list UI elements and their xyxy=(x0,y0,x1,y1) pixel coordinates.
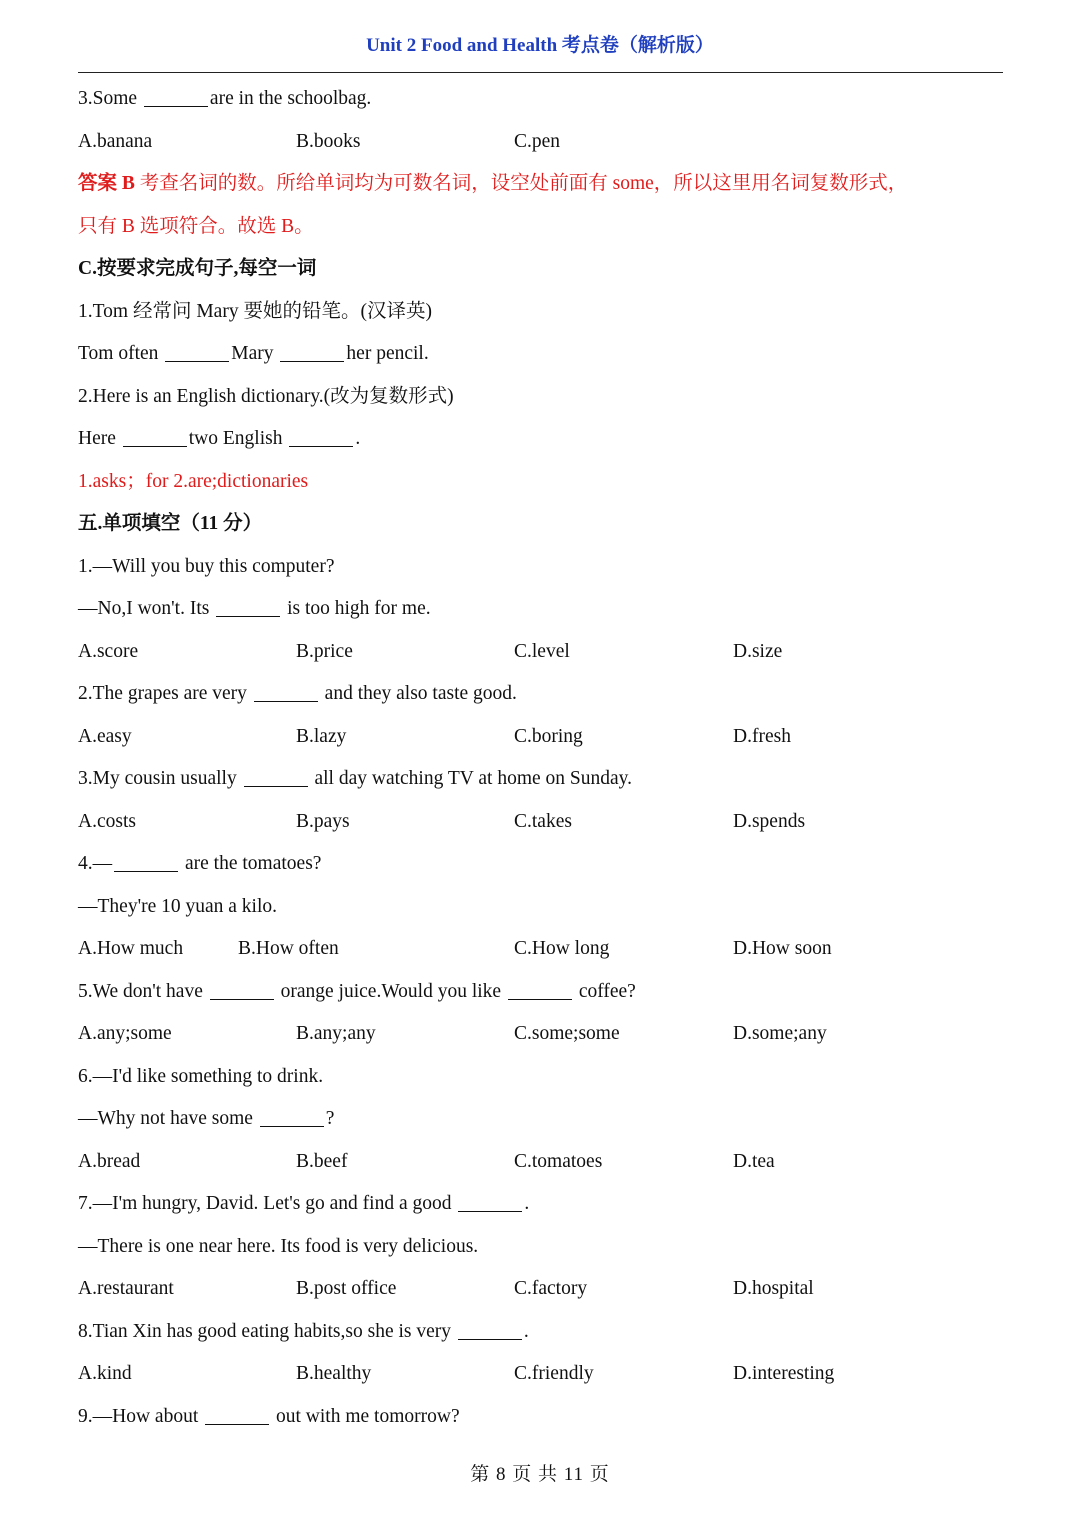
option: D.size xyxy=(733,640,783,662)
option: B.pays xyxy=(296,810,350,832)
answer-blank xyxy=(458,1189,522,1212)
answer-blank xyxy=(280,339,344,362)
question-line: —No,I won't. Its is too high for me. xyxy=(78,590,1008,633)
option: A.costs xyxy=(78,810,136,832)
answer-blank xyxy=(216,594,280,617)
option: C.takes xyxy=(514,810,572,832)
question-line: 2.Here is an English dictionary.(改为复数形式) xyxy=(78,385,454,407)
answer-blank xyxy=(205,1402,269,1425)
question-line: 1.Tom 经常问 Mary 要她的铅笔。(汉译英) xyxy=(78,300,432,322)
question-line: Tom often Mary her pencil. xyxy=(78,335,1008,378)
answer-blank xyxy=(458,1317,522,1340)
question-line: 4.— are the tomatoes? xyxy=(78,845,1008,888)
option: A.any;some xyxy=(78,1023,172,1044)
options-row xyxy=(78,1270,1008,1313)
option: B.any;any xyxy=(296,1023,376,1044)
options-row xyxy=(78,803,1008,846)
option: B.lazy xyxy=(296,725,347,747)
option: C.some;some xyxy=(514,1023,620,1044)
answer-blank xyxy=(289,424,353,447)
question-line: 7.—I'm hungry, David. Let's go and find a good . xyxy=(78,1185,1008,1228)
option: A.easy xyxy=(78,725,132,747)
option: D.hospital xyxy=(733,1278,814,1299)
answer-blank xyxy=(114,849,178,872)
option: A.How much xyxy=(78,938,184,959)
answer-label: 答案 B xyxy=(78,173,135,194)
option: D.some;any xyxy=(733,1023,827,1044)
option: B.beef xyxy=(296,1150,348,1172)
question-line: 6.—I'd like something to drink. xyxy=(78,1065,324,1087)
option: C.How long xyxy=(514,938,610,959)
answer-explanation: 答案 B 考查名词的数。所给单词均为可数名词，设空处前面有 some，所以这里用名词复数形式， xyxy=(78,173,908,194)
question-line: 2.The grapes are very and they also taste good. xyxy=(78,675,1008,718)
option: B.books xyxy=(296,130,361,152)
options-row xyxy=(78,930,1008,973)
option: C.factory xyxy=(514,1278,588,1299)
option: A.score xyxy=(78,640,139,662)
answer-blank xyxy=(165,339,229,362)
option: C.boring xyxy=(514,725,583,747)
option: A.bread xyxy=(78,1150,141,1172)
page-footer: 第 8 页 共 11 页 xyxy=(470,1464,610,1485)
option: C.pen xyxy=(514,130,561,152)
option: A.kind xyxy=(78,1363,132,1384)
option: B.post office xyxy=(296,1278,397,1299)
option: C.level xyxy=(514,640,570,662)
option: B.price xyxy=(296,640,353,662)
answer-blank xyxy=(260,1104,324,1127)
option: C.tomatoes xyxy=(514,1150,603,1172)
option: B.How often xyxy=(238,938,339,959)
option: C.friendly xyxy=(514,1363,594,1384)
document-body xyxy=(78,80,1008,1440)
section-heading: 五.单项填空（11 分） xyxy=(78,513,263,534)
option: A.restaurant xyxy=(78,1278,174,1299)
options-row xyxy=(78,123,1008,166)
answer-blank xyxy=(123,424,187,447)
option: D.How soon xyxy=(733,938,832,959)
header-rule xyxy=(78,72,1003,73)
question-line: 5.We don't have orange juice.Would you like coffee? xyxy=(78,973,1008,1016)
answer-blank xyxy=(508,977,572,1000)
option: A.banana xyxy=(78,130,153,152)
answer-key: 1.asks；for 2.are;dictionaries xyxy=(78,470,309,492)
question-line: 3.Some are in the schoolbag. xyxy=(78,80,1008,123)
question-line: 8.Tian Xin has good eating habits,so she is very . xyxy=(78,1313,1008,1356)
option: D.tea xyxy=(733,1150,775,1172)
question-line: —There is one near here. Its food is very delicious. xyxy=(78,1235,479,1257)
answer-blank xyxy=(144,84,208,107)
answer-blank xyxy=(254,679,318,702)
section-heading: C.按要求完成句子,每空一词 xyxy=(78,258,317,279)
answer-explanation-cont: 只有 B 选项符合。故选 B。 xyxy=(78,215,314,237)
options-row xyxy=(78,1355,1008,1398)
option: B.healthy xyxy=(296,1363,372,1384)
option: D.spends xyxy=(733,810,806,832)
page-header-title: Unit 2 Food and Health 考点卷（解析版） xyxy=(366,35,714,56)
answer-blank xyxy=(210,977,274,1000)
question-line: Here two English . xyxy=(78,420,1008,463)
question-line: 3.My cousin usually all day watching TV at home on Sunday. xyxy=(78,760,1008,803)
question-line: —Why not have some ? xyxy=(78,1100,1008,1143)
question-line: 1.—Will you buy this computer? xyxy=(78,555,335,577)
question-line: —They're 10 yuan a kilo. xyxy=(78,895,277,917)
options-row xyxy=(78,718,1008,761)
answer-blank xyxy=(244,764,308,787)
options-row xyxy=(78,1015,1008,1058)
option: D.interesting xyxy=(733,1363,835,1384)
options-row xyxy=(78,1143,1008,1186)
option: D.fresh xyxy=(733,725,791,747)
options-row xyxy=(78,633,1008,676)
question-line: 9.—How about out with me tomorrow? xyxy=(78,1398,1008,1441)
